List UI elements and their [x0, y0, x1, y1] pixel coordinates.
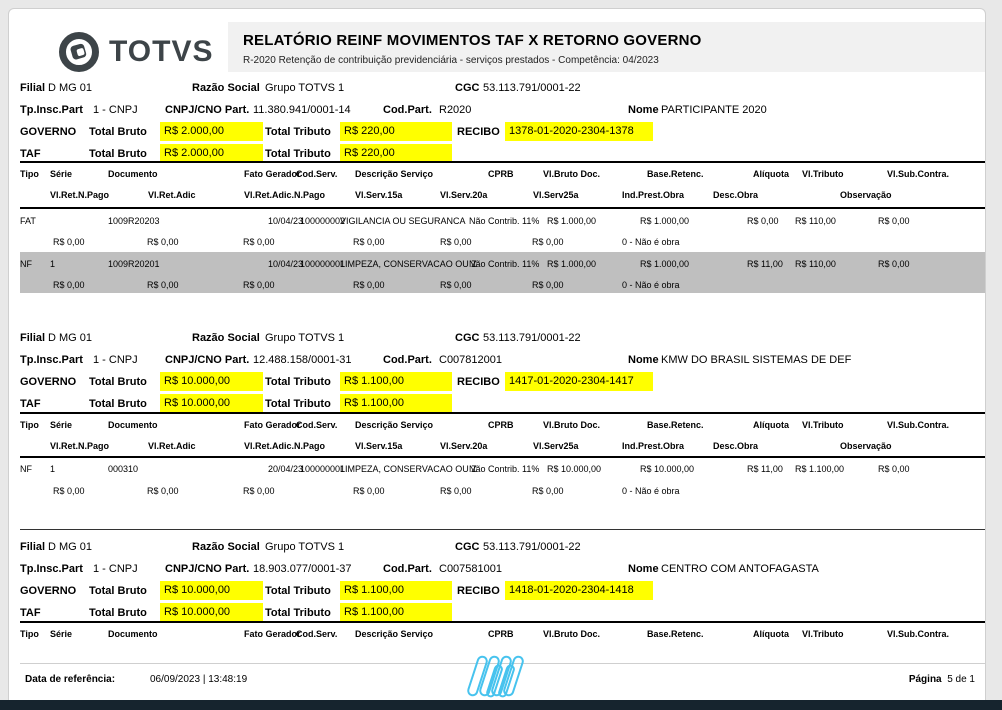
- cell-vl-serv-15a: R$ 0,00: [353, 280, 385, 290]
- cell-cod-serv: 100000001: [300, 259, 346, 269]
- recibo-label: RECIBO: [457, 585, 500, 597]
- cell-vl-ret-n-pago: R$ 0,00: [53, 280, 85, 290]
- razao-social-label: Razão Social: [192, 82, 260, 94]
- cell-vl-serv-15a: R$ 0,00: [353, 486, 385, 496]
- col-vl-ret-adic-n-pago: Vl.Ret.Adic.N.Pago: [244, 441, 326, 451]
- cod-part-value: R2020: [439, 104, 472, 116]
- cod-part-value: C007581001: [439, 563, 503, 575]
- nome-label: Nome: [628, 354, 659, 366]
- cell-tipo: FAT: [20, 216, 36, 226]
- col-cprb: CPRB: [488, 169, 514, 179]
- tp-insc-value: 1 - CNPJ: [93, 104, 138, 116]
- col-base-retenc: Base.Retenc.: [647, 420, 704, 430]
- col-vl-serv-20a: Vl.Serv.20a: [440, 190, 488, 200]
- total-bruto-label: Total Bruto: [89, 607, 147, 619]
- taf-total-bruto-value: R$ 10.000,00: [160, 603, 263, 622]
- cell-base-retenc: R$ 10.000,00: [640, 464, 695, 474]
- taf-total-tributo-value: R$ 1.100,00: [340, 394, 452, 413]
- doc-row-line2: [9, 236, 975, 249]
- col-observacao: Observação: [840, 190, 892, 200]
- report-subtitle: R-2020 Retenção de contribuição previdenciária - serviços prestados - Competência: 04/2023: [243, 55, 659, 66]
- cell-serie: 1: [50, 464, 56, 474]
- cell-vl-bruto: R$ 1.000,00: [547, 216, 597, 226]
- cgc-label: CGC: [455, 82, 480, 94]
- cod-part-value: C007812001: [439, 354, 503, 366]
- divider: [20, 412, 985, 414]
- governo-total-bruto-value: R$ 2.000,00: [160, 122, 263, 141]
- col-base-retenc: Base.Retenc.: [647, 169, 704, 179]
- recibo-label: RECIBO: [457, 126, 500, 138]
- cell-vl-tributo: R$ 110,00: [795, 259, 836, 269]
- tp-insc-label: Tp.Insc.Part: [20, 104, 83, 116]
- governo-total-bruto-value: R$ 10.000,00: [160, 372, 263, 391]
- cell-vl-ret-adic: R$ 0,00: [147, 280, 179, 290]
- taf-total-bruto-value: R$ 2.000,00: [160, 144, 263, 163]
- cell-cod-serv: 100000002: [300, 216, 346, 226]
- col-vl-ret-adic: Vl.Ret.Adic: [148, 190, 196, 200]
- cell-descricao: VIGILANCIA OU SEGURANCA: [340, 216, 466, 226]
- cell-aliquota: R$ 0,00: [747, 216, 779, 226]
- block2-row-taf: [9, 397, 975, 419]
- page-label: Página: [908, 674, 942, 685]
- table1-header-line1: [9, 168, 975, 181]
- doc-row-line1: [9, 215, 975, 228]
- block1-row-governo: [9, 125, 975, 147]
- razao-social-value: Grupo TOTVS 1: [265, 541, 345, 553]
- col-serie: Série: [50, 629, 73, 639]
- doc-row-line2: [9, 279, 975, 292]
- block3-row-taf: [9, 606, 975, 628]
- col-serie: Série: [50, 420, 73, 430]
- table1-header-line2: [9, 189, 975, 202]
- block3-row-governo: [9, 584, 975, 606]
- razao-social-value: Grupo TOTVS 1: [265, 332, 345, 344]
- filial-value: D MG 01: [48, 541, 93, 553]
- cell-documento: 000310: [108, 464, 139, 474]
- cell-vl-bruto: R$ 10.000,00: [547, 464, 602, 474]
- col-vl-sub-contra: Vl.Sub.Contra.: [887, 420, 950, 430]
- cell-vl-ret-n-pago: R$ 0,00: [53, 237, 85, 247]
- tp-insc-value: 1 - CNPJ: [93, 563, 138, 575]
- col-vl-ret-n-pago: Vl.Ret.N.Pago: [50, 441, 110, 451]
- divider: [20, 161, 985, 163]
- block2-row-filial: [9, 331, 975, 353]
- cell-vl-sub-contra: R$ 0,00: [878, 464, 910, 474]
- cod-part-label: Cod.Part.: [383, 104, 432, 116]
- table3-header-line1: [9, 628, 975, 641]
- total-tributo-label: Total Tributo: [265, 607, 331, 619]
- cell-vl-serv-20a: R$ 0,00: [440, 280, 472, 290]
- col-vl-ret-adic-n-pago: Vl.Ret.Adic.N.Pago: [244, 190, 326, 200]
- cell-cprb: Não Contrib. 11%: [469, 216, 540, 226]
- cnpj-cno-value: 12.488.158/0001-31: [253, 354, 352, 366]
- col-documento: Documento: [108, 420, 158, 430]
- cgc-value: 53.113.791/0001-22: [483, 541, 581, 553]
- governo-label: GOVERNO: [20, 126, 77, 138]
- col-vl-bruto: Vl.Bruto Doc.: [543, 169, 601, 179]
- cell-vl-serv-20a: R$ 0,00: [440, 237, 472, 247]
- col-vl-bruto: Vl.Bruto Doc.: [543, 629, 601, 639]
- col-tipo: Tipo: [20, 420, 39, 430]
- nome-label: Nome: [628, 563, 659, 575]
- col-vl-serv-15a: Vl.Serv.15a: [355, 441, 403, 451]
- col-ind-prest-obra: Ind.Prest.Obra: [622, 441, 685, 451]
- cell-fato-gerador: 20/04/23: [268, 464, 304, 474]
- razao-social-value: Grupo TOTVS 1: [265, 82, 345, 94]
- recibo-value: 1418-01-2020-2304-1418: [505, 581, 653, 600]
- cod-part-label: Cod.Part.: [383, 354, 432, 366]
- governo-total-tributo-value: R$ 1.100,00: [340, 372, 452, 391]
- block1-row-taf: [9, 147, 975, 169]
- report-page: [8, 8, 986, 702]
- cell-ind-prest-obra: 0 - Não é obra: [622, 237, 680, 247]
- cnpj-cno-value: 11.380.941/0001-14: [253, 104, 351, 116]
- page-value: 5 de 1: [947, 674, 975, 685]
- filial-label: Filial: [20, 82, 46, 94]
- totvs-logo-icon: [58, 31, 100, 73]
- col-descricao: Descrição Serviço: [355, 169, 434, 179]
- taf-label: TAF: [20, 398, 41, 410]
- recibo-value: 1378-01-2020-2304-1378: [505, 122, 653, 141]
- total-bruto-label: Total Bruto: [89, 376, 147, 388]
- nome-value: CENTRO COM ANTOFAGASTA: [661, 563, 819, 575]
- col-fato-gerador: Fato Gerador: [244, 169, 301, 179]
- block2-row-participante: [9, 353, 975, 375]
- total-bruto-label: Total Bruto: [89, 148, 147, 160]
- block3-row-filial: [9, 540, 975, 562]
- totvs-logo-text: TOTVS: [109, 35, 214, 68]
- col-aliquota: Alíquota: [753, 629, 789, 639]
- cell-descricao: LIMPEZA, CONSERVACAO OU Z: [340, 259, 477, 269]
- cod-part-label: Cod.Part.: [383, 563, 432, 575]
- cell-tipo: NF: [20, 259, 32, 269]
- filial-label: Filial: [20, 541, 46, 553]
- col-observacao: Observação: [840, 441, 892, 451]
- filial-label: Filial: [20, 332, 46, 344]
- cell-cod-serv: 100000001: [300, 464, 346, 474]
- cell-aliquota: R$ 11,00: [747, 259, 783, 269]
- taf-label: TAF: [20, 607, 41, 619]
- filial-value: D MG 01: [48, 82, 93, 94]
- report-title: RELATÓRIO REINF MOVIMENTOS TAF X RETORNO GOVERNO: [243, 32, 702, 49]
- col-tipo: Tipo: [20, 629, 39, 639]
- col-cod-serv: Cod.Serv.: [296, 169, 338, 179]
- divider: [20, 207, 985, 209]
- col-base-retenc: Base.Retenc.: [647, 629, 704, 639]
- total-tributo-label: Total Tributo: [265, 398, 331, 410]
- col-vl-tributo: Vl.Tributo: [802, 420, 844, 430]
- governo-total-bruto-value: R$ 10.000,00: [160, 581, 263, 600]
- col-vl-ret-n-pago: Vl.Ret.N.Pago: [50, 190, 110, 200]
- col-cprb: CPRB: [488, 629, 514, 639]
- cell-vl-serv-25a: R$ 0,00: [532, 237, 564, 247]
- cell-vl-serv-25a: R$ 0,00: [532, 486, 564, 496]
- cell-documento: 1009R20201: [108, 259, 160, 269]
- cell-vl-serv-20a: R$ 0,00: [440, 486, 472, 496]
- col-vl-tributo: Vl.Tributo: [802, 169, 844, 179]
- cell-vl-serv-15a: R$ 0,00: [353, 237, 385, 247]
- cnpj-cno-value: 18.903.077/0001-37: [253, 563, 352, 575]
- col-desc-obra: Desc.Obra: [713, 441, 759, 451]
- cell-vl-sub-contra: R$ 0,00: [878, 259, 910, 269]
- cell-vl-ret-n-pago: R$ 0,00: [53, 486, 85, 496]
- nome-label: Nome: [628, 104, 659, 116]
- total-bruto-label: Total Bruto: [89, 398, 147, 410]
- col-vl-sub-contra: Vl.Sub.Contra.: [887, 629, 950, 639]
- window-bottom-bar: [0, 700, 1002, 710]
- cell-cprb: Não Contrib. 11%: [469, 464, 540, 474]
- tp-insc-label: Tp.Insc.Part: [20, 563, 83, 575]
- governo-total-tributo-value: R$ 1.100,00: [340, 581, 452, 600]
- cgc-label: CGC: [455, 541, 480, 553]
- cell-serie: 1: [50, 259, 56, 269]
- col-cod-serv: Cod.Serv.: [296, 420, 338, 430]
- col-vl-serv-25a: Vl.Serv25a: [533, 190, 579, 200]
- cell-ind-prest-obra: 0 - Não é obra: [622, 280, 680, 290]
- divider: [20, 529, 985, 530]
- col-documento: Documento: [108, 169, 158, 179]
- cell-base-retenc: R$ 1.000,00: [640, 216, 690, 226]
- reference-date-value: 06/09/2023 | 13:48:19: [150, 674, 248, 685]
- col-vl-sub-contra: Vl.Sub.Contra.: [887, 169, 950, 179]
- col-desc-obra: Desc.Obra: [713, 190, 759, 200]
- cnpj-cno-label: CNPJ/CNO Part.: [165, 104, 250, 116]
- cell-tipo: NF: [20, 464, 32, 474]
- cell-ind-prest-obra: 0 - Não é obra: [622, 486, 680, 496]
- block1-row-participante: [9, 103, 975, 125]
- col-descricao: Descrição Serviço: [355, 420, 434, 430]
- recibo-label: RECIBO: [457, 376, 500, 388]
- total-tributo-label: Total Tributo: [265, 148, 331, 160]
- tp-insc-label: Tp.Insc.Part: [20, 354, 83, 366]
- razao-social-label: Razão Social: [192, 332, 260, 344]
- col-fato-gerador: Fato Gerador: [244, 420, 301, 430]
- total-tributo-label: Total Tributo: [265, 585, 331, 597]
- cell-base-retenc: R$ 1.000,00: [640, 259, 690, 269]
- governo-label: GOVERNO: [20, 376, 77, 388]
- total-tributo-label: Total Tributo: [265, 376, 331, 388]
- cell-vl-ret-adic: R$ 0,00: [147, 486, 179, 496]
- totvs-logo: [58, 31, 213, 73]
- taf-total-tributo-value: R$ 220,00: [340, 144, 452, 163]
- cell-vl-sub-contra: R$ 0,00: [878, 216, 910, 226]
- taf-total-bruto-value: R$ 10.000,00: [160, 394, 263, 413]
- recibo-value: 1417-01-2020-2304-1417: [505, 372, 653, 391]
- cgc-value: 53.113.791/0001-22: [483, 332, 581, 344]
- razao-social-label: Razão Social: [192, 541, 260, 553]
- col-cod-serv: Cod.Serv.: [296, 629, 338, 639]
- col-vl-tributo: Vl.Tributo: [802, 629, 844, 639]
- cell-fato-gerador: 10/04/23: [268, 216, 304, 226]
- taf-total-tributo-value: R$ 1.100,00: [340, 603, 452, 622]
- col-cprb: CPRB: [488, 420, 514, 430]
- divider: [20, 456, 985, 458]
- doc-row-line1: [9, 258, 975, 271]
- doc-row-line2: [9, 485, 975, 498]
- cell-vl-serv-25a: R$ 0,00: [532, 280, 564, 290]
- cell-vl-ret-adic-n-pago: R$ 0,00: [243, 237, 275, 247]
- col-documento: Documento: [108, 629, 158, 639]
- cell-vl-ret-adic-n-pago: R$ 0,00: [243, 280, 275, 290]
- col-aliquota: Alíquota: [753, 420, 789, 430]
- total-bruto-label: Total Bruto: [89, 126, 147, 138]
- cnpj-cno-label: CNPJ/CNO Part.: [165, 563, 250, 575]
- divider: [20, 621, 985, 623]
- col-tipo: Tipo: [20, 169, 39, 179]
- cell-fato-gerador: 10/04/23: [268, 259, 304, 269]
- col-vl-ret-adic: Vl.Ret.Adic: [148, 441, 196, 451]
- tp-insc-value: 1 - CNPJ: [93, 354, 138, 366]
- cnpj-cno-label: CNPJ/CNO Part.: [165, 354, 250, 366]
- table2-header-line1: [9, 419, 975, 432]
- page-number: [775, 673, 975, 687]
- col-serie: Série: [50, 169, 73, 179]
- col-aliquota: Alíquota: [753, 169, 789, 179]
- col-fato-gerador: Fato Gerador: [244, 629, 301, 639]
- governo-total-tributo-value: R$ 220,00: [340, 122, 452, 141]
- cell-vl-tributo: R$ 110,00: [795, 216, 836, 226]
- block3-row-participante: [9, 562, 975, 584]
- taf-label: TAF: [20, 148, 41, 160]
- cell-aliquota: R$ 11,00: [747, 464, 783, 474]
- cell-vl-tributo: R$ 1.100,00: [795, 464, 845, 474]
- cgc-value: 53.113.791/0001-22: [483, 82, 581, 94]
- governo-label: GOVERNO: [20, 585, 77, 597]
- cell-cprb: Não Contrib. 11%: [469, 259, 540, 269]
- col-vl-bruto: Vl.Bruto Doc.: [543, 420, 601, 430]
- cell-vl-ret-adic: R$ 0,00: [147, 237, 179, 247]
- reference-date-label: Data de referência:: [25, 674, 116, 685]
- totvs-watermark-icon: [461, 651, 525, 702]
- total-tributo-label: Total Tributo: [265, 126, 331, 138]
- nome-value: KMW DO BRASIL SISTEMAS DE DEF: [661, 354, 852, 366]
- cell-vl-bruto: R$ 1.000,00: [547, 259, 597, 269]
- col-descricao: Descrição Serviço: [355, 629, 434, 639]
- col-ind-prest-obra: Ind.Prest.Obra: [622, 190, 685, 200]
- col-vl-serv-25a: Vl.Serv25a: [533, 441, 579, 451]
- table2-header-line2: [9, 440, 975, 453]
- total-bruto-label: Total Bruto: [89, 585, 147, 597]
- block1-row-filial: [9, 81, 975, 103]
- nome-value: PARTICIPANTE 2020: [661, 104, 767, 116]
- block2-row-governo: [9, 375, 975, 397]
- doc-row-line1: [9, 463, 975, 476]
- col-vl-serv-20a: Vl.Serv.20a: [440, 441, 488, 451]
- filial-value: D MG 01: [48, 332, 93, 344]
- cgc-label: CGC: [455, 332, 480, 344]
- col-vl-serv-15a: Vl.Serv.15a: [355, 190, 403, 200]
- cell-vl-ret-adic-n-pago: R$ 0,00: [243, 486, 275, 496]
- cell-descricao: LIMPEZA, CONSERVACAO OU Z: [340, 464, 477, 474]
- cell-documento: 1009R20203: [108, 216, 160, 226]
